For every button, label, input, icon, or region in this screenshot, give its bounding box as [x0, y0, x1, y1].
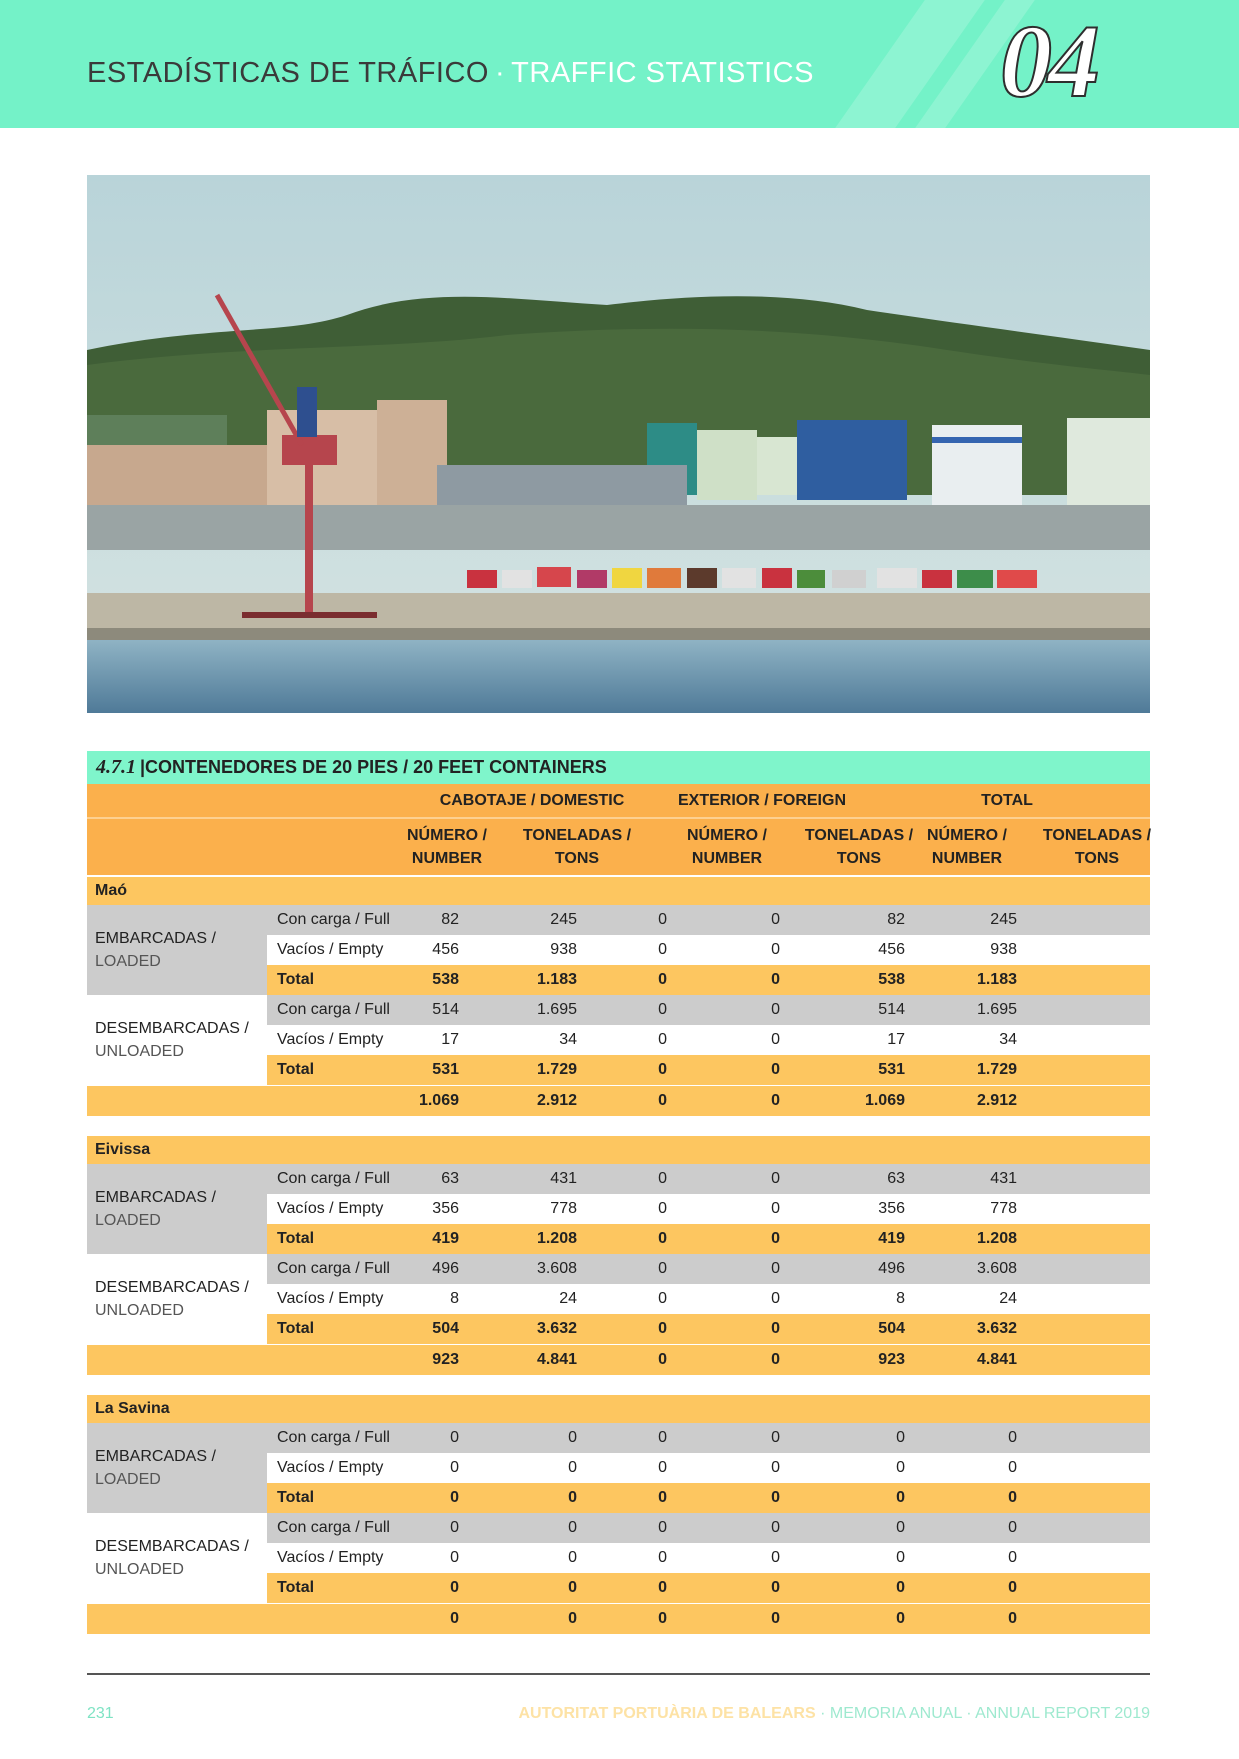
cell-value: 456	[878, 941, 905, 958]
cell-value: 778	[990, 1200, 1017, 1217]
header-banner	[0, 0, 1239, 128]
cell-value: 0	[1008, 1579, 1017, 1596]
cell-value: 245	[990, 911, 1017, 928]
cell-value: 0	[1008, 1429, 1017, 1446]
table-row	[87, 1194, 1150, 1224]
empty-es: Vacíos	[277, 941, 325, 958]
row-label	[277, 1483, 314, 1513]
cell-value: 0	[771, 941, 780, 958]
section-gap	[87, 1375, 1150, 1393]
table-row	[87, 965, 1150, 995]
row-label	[277, 1573, 314, 1603]
cell-value: 0	[450, 1429, 459, 1446]
full-en: Full	[364, 1519, 390, 1536]
table-row	[87, 1483, 1150, 1513]
cell-value: 0	[658, 971, 667, 988]
cell-value: 419	[878, 1230, 905, 1247]
cell-value: 431	[550, 1170, 577, 1187]
cell-value: 356	[432, 1200, 459, 1217]
sep: /	[350, 1519, 365, 1536]
cell-value: 0	[658, 941, 667, 958]
cell-value: 0	[568, 1489, 577, 1506]
cell-value: 0	[658, 1290, 667, 1307]
cell-value: 0	[1008, 1610, 1017, 1627]
containers-table	[87, 751, 1150, 1634]
cell-value: 0	[771, 1200, 780, 1217]
cell-value: 1.695	[976, 1001, 1017, 1018]
cell-value: 0	[896, 1459, 905, 1476]
cell-value: 0	[896, 1610, 905, 1627]
cell-value: 0	[771, 1610, 780, 1627]
row-label	[277, 965, 314, 995]
cell-value: 0	[771, 1489, 780, 1506]
cell-value: 0	[658, 1200, 667, 1217]
section-unloaded	[87, 995, 1150, 1085]
cell-value: 17	[887, 1031, 905, 1048]
cell-value: 245	[550, 911, 577, 928]
cell-value: 1.208	[976, 1230, 1017, 1247]
row-label	[277, 1055, 314, 1085]
unloaded-label-en: UNLOADED	[95, 1302, 184, 1319]
col-domestic-tons	[502, 824, 652, 870]
unloaded-label-es: DESEMBARCADAS /	[95, 1279, 249, 1296]
col-total-tons	[1022, 824, 1172, 870]
cell-value: 514	[878, 1001, 905, 1018]
cell-value: 2.912	[536, 1092, 577, 1109]
table-row	[87, 1453, 1150, 1483]
cell-value: 3.632	[536, 1320, 577, 1337]
cell-value: 0	[896, 1519, 905, 1536]
cell-value: 0	[658, 1351, 667, 1368]
col-tons-line2: TONS	[1074, 850, 1120, 867]
cell-value: 456	[432, 941, 459, 958]
cell-value: 0	[658, 1519, 667, 1536]
cell-value: 0	[568, 1519, 577, 1536]
cell-value: 17	[441, 1031, 459, 1048]
cell-value: 356	[878, 1200, 905, 1217]
empty-es: Vacíos	[277, 1200, 325, 1217]
row-label	[277, 1224, 314, 1254]
sep: /	[350, 1170, 365, 1187]
cell-value: 1.069	[418, 1092, 459, 1109]
port-header: Maó	[87, 875, 1150, 905]
direction-label	[95, 1445, 216, 1491]
direction-label	[95, 927, 216, 973]
cell-value: 0	[450, 1519, 459, 1536]
loaded-label-es: EMBARCADAS /	[95, 930, 216, 947]
cell-value: 0	[771, 1459, 780, 1476]
cell-value: 0	[896, 1549, 905, 1566]
cell-value: 0	[450, 1489, 459, 1506]
cell-value: 0	[771, 971, 780, 988]
cell-value: 0	[658, 1170, 667, 1187]
col-tons-line1: TONELADAS /	[1042, 827, 1152, 844]
section-title-en: TRAFFIC STATISTICS	[511, 57, 814, 89]
cell-value: 24	[559, 1290, 577, 1307]
sep: /	[350, 1429, 365, 1446]
ports-container	[87, 875, 1150, 1634]
cell-value: 0	[771, 1549, 780, 1566]
empty-en: Empty	[338, 1290, 384, 1307]
cell-value: 0	[771, 911, 780, 928]
cell-value: 0	[568, 1610, 577, 1627]
header-groups-row	[87, 784, 1150, 817]
cell-value: 4.841	[536, 1351, 577, 1368]
cell-value: 0	[771, 1092, 780, 1109]
cell-value: 0	[450, 1459, 459, 1476]
loaded-label-en: LOADED	[95, 1212, 161, 1229]
table-title-bar	[87, 751, 1150, 784]
cell-value: 0	[771, 1519, 780, 1536]
cell-value: 0	[658, 1489, 667, 1506]
table-row	[87, 1164, 1150, 1194]
table-number: 4.7.1	[96, 756, 136, 778]
cell-value: 938	[990, 941, 1017, 958]
direction-label	[95, 1017, 249, 1063]
row-label	[277, 1314, 314, 1344]
col-tons-line2: TONS	[554, 850, 600, 867]
loaded-label-es: EMBARCADAS /	[95, 1189, 216, 1206]
chapter-number: 04	[1000, 4, 1096, 119]
cell-value: 496	[878, 1260, 905, 1277]
direction-label	[95, 1276, 249, 1322]
cell-value: 8	[896, 1290, 905, 1307]
cell-value: 0	[1008, 1489, 1017, 1506]
unloaded-label-en: UNLOADED	[95, 1561, 184, 1578]
cell-value: 0	[771, 1170, 780, 1187]
cell-value: 0	[658, 1429, 667, 1446]
table-row	[87, 935, 1150, 965]
cell-value: 0	[450, 1610, 459, 1627]
cell-value: 0	[658, 911, 667, 928]
empty-es: Vacíos	[277, 1031, 325, 1048]
port-total-row	[87, 1085, 1150, 1116]
col-total-number	[912, 824, 1022, 870]
cell-value: 0	[568, 1579, 577, 1596]
cell-value: 0	[771, 1031, 780, 1048]
footer-report-en: ANNUAL REPORT 2019	[975, 1705, 1150, 1722]
cell-value: 0	[771, 1061, 780, 1078]
table-row	[87, 905, 1150, 935]
full-en: Full	[364, 911, 390, 928]
footer-sep: ·	[966, 1705, 972, 1722]
cell-value: 938	[550, 941, 577, 958]
table-row	[87, 1423, 1150, 1453]
cell-value: 538	[432, 971, 459, 988]
cell-value: 0	[658, 1610, 667, 1627]
full-en: Full	[364, 1429, 390, 1446]
port-total-row	[87, 1344, 1150, 1375]
cell-value: 1.729	[536, 1061, 577, 1078]
sep: /	[350, 1001, 365, 1018]
full-es: Con carga	[277, 1170, 351, 1187]
unloaded-label-en: UNLOADED	[95, 1043, 184, 1060]
footer-sep: ·	[820, 1705, 826, 1722]
table-row	[87, 1224, 1150, 1254]
cell-value: 0	[658, 1031, 667, 1048]
sep: /	[324, 941, 339, 958]
empty-es: Vacíos	[277, 1549, 325, 1566]
cell-value: 431	[990, 1170, 1017, 1187]
port-photo	[87, 175, 1150, 713]
loaded-label-en: LOADED	[95, 1471, 161, 1488]
port-header: Eivissa	[87, 1134, 1150, 1164]
cell-value: 0	[658, 1459, 667, 1476]
cell-value: 0	[896, 1429, 905, 1446]
cell-value: 531	[878, 1061, 905, 1078]
group-foreign: EXTERIOR / FOREIGN	[677, 792, 846, 809]
total-label: Total	[277, 1320, 315, 1337]
total-label: Total	[277, 1579, 315, 1596]
footer-org: AUTORITAT PORTUÀRIA DE BALEARS	[518, 1705, 816, 1722]
cell-value: 1.183	[536, 971, 577, 988]
table-title-sep: |	[140, 757, 146, 777]
cell-value: 24	[999, 1290, 1017, 1307]
cell-value: 1.695	[536, 1001, 577, 1018]
col-tons-line2: TONS	[836, 850, 882, 867]
footer-report-es: MEMORIA ANUAL	[829, 1705, 962, 1722]
cell-value: 3.632	[976, 1320, 1017, 1337]
cell-value: 1.069	[864, 1092, 905, 1109]
title-separator: ·	[494, 57, 506, 89]
total-label: Total	[277, 971, 315, 988]
cell-value: 63	[441, 1170, 459, 1187]
cell-value: 538	[878, 971, 905, 988]
total-label: Total	[277, 1489, 315, 1506]
group-domestic: CABOTAJE / DOMESTIC	[439, 792, 625, 809]
total-label: Total	[277, 1230, 315, 1247]
cell-value: 0	[771, 1579, 780, 1596]
direction-label	[95, 1535, 249, 1581]
empty-en: Empty	[338, 1459, 384, 1476]
section-loaded	[87, 1423, 1150, 1513]
cell-value: 0	[1008, 1519, 1017, 1536]
header-columns-row	[87, 817, 1150, 875]
cell-value: 0	[568, 1459, 577, 1476]
cell-value: 0	[771, 1429, 780, 1446]
cell-value: 0	[771, 1290, 780, 1307]
cell-value: 4.841	[976, 1351, 1017, 1368]
unloaded-label-es: DESEMBARCADAS /	[95, 1538, 249, 1555]
full-en: Full	[364, 1170, 390, 1187]
sep: /	[324, 1200, 339, 1217]
cell-value: 778	[550, 1200, 577, 1217]
empty-en: Empty	[338, 1549, 384, 1566]
sep: /	[350, 911, 365, 928]
full-es: Con carga	[277, 1429, 351, 1446]
cell-value: 504	[432, 1320, 459, 1337]
cell-value: 0	[658, 1260, 667, 1277]
full-es: Con carga	[277, 1519, 351, 1536]
cell-value: 0	[771, 1351, 780, 1368]
page-number: 231	[87, 1705, 114, 1722]
col-number-line2: NUMBER	[411, 850, 483, 867]
cell-value: 531	[432, 1061, 459, 1078]
loaded-label-es: EMBARCADAS /	[95, 1448, 216, 1465]
sep: /	[324, 1031, 339, 1048]
cell-value: 0	[1008, 1549, 1017, 1566]
port-total-row	[87, 1603, 1150, 1634]
cell-value: 82	[441, 911, 459, 928]
full-es: Con carga	[277, 911, 351, 928]
cell-value: 63	[887, 1170, 905, 1187]
sep: /	[324, 1459, 339, 1476]
empty-en: Empty	[338, 1031, 384, 1048]
group-total: TOTAL	[981, 792, 1033, 809]
port-header: La Savina	[87, 1393, 1150, 1423]
cell-value: 34	[999, 1031, 1017, 1048]
sep: /	[350, 1260, 365, 1277]
cell-value: 0	[896, 1489, 905, 1506]
section-gap	[87, 1116, 1150, 1134]
cell-value: 0	[658, 1092, 667, 1109]
section-loaded	[87, 1164, 1150, 1254]
cell-value: 1.183	[976, 971, 1017, 988]
cell-value: 0	[1008, 1459, 1017, 1476]
cell-value: 8	[450, 1290, 459, 1307]
cell-value: 34	[559, 1031, 577, 1048]
cell-value: 0	[450, 1579, 459, 1596]
cell-value: 0	[450, 1549, 459, 1566]
cell-value: 3.608	[536, 1260, 577, 1277]
port-photo-illustration	[87, 175, 1150, 713]
cell-value: 1.208	[536, 1230, 577, 1247]
loaded-label-en: LOADED	[95, 953, 161, 970]
col-domestic-number	[392, 824, 502, 870]
cell-value: 0	[771, 1001, 780, 1018]
unloaded-label-es: DESEMBARCADAS /	[95, 1020, 249, 1037]
cell-value: 0	[658, 1001, 667, 1018]
col-number-line2: NUMBER	[931, 850, 1003, 867]
cell-value: 0	[658, 1230, 667, 1247]
direction-label	[95, 1186, 216, 1232]
cell-value: 419	[432, 1230, 459, 1247]
cell-value: 0	[658, 1579, 667, 1596]
col-tons-line1: TONELADAS /	[804, 827, 914, 844]
cell-value: 0	[771, 1320, 780, 1337]
cell-value: 3.608	[976, 1260, 1017, 1277]
cell-value: 2.912	[976, 1092, 1017, 1109]
section-unloaded	[87, 1513, 1150, 1603]
cell-value: 923	[878, 1351, 905, 1368]
cell-value: 1.729	[976, 1061, 1017, 1078]
full-en: Full	[364, 1001, 390, 1018]
full-en: Full	[364, 1260, 390, 1277]
sep: /	[324, 1290, 339, 1307]
full-es: Con carga	[277, 1001, 351, 1018]
cell-value: 0	[568, 1549, 577, 1566]
section-unloaded	[87, 1254, 1150, 1344]
section-title	[87, 57, 814, 90]
footer-divider	[87, 1673, 1150, 1675]
footer-text	[518, 1705, 1150, 1723]
cell-value: 0	[896, 1579, 905, 1596]
cell-value: 496	[432, 1260, 459, 1277]
cell-value: 0	[568, 1429, 577, 1446]
col-number-line1: NÚMERO /	[927, 827, 1007, 844]
full-es: Con carga	[277, 1260, 351, 1277]
section-loaded	[87, 905, 1150, 995]
empty-es: Vacíos	[277, 1459, 325, 1476]
sep: /	[324, 1549, 339, 1566]
cell-value: 0	[658, 1061, 667, 1078]
cell-value: 923	[432, 1351, 459, 1368]
section-title-es: ESTADÍSTICAS DE TRÁFICO	[87, 57, 489, 89]
cell-value: 0	[658, 1320, 667, 1337]
col-number-line2: NUMBER	[691, 850, 763, 867]
empty-en: Empty	[338, 1200, 384, 1217]
cell-value: 514	[432, 1001, 459, 1018]
col-tons-line1: TONELADAS /	[522, 827, 632, 844]
total-label: Total	[277, 1061, 315, 1078]
empty-en: Empty	[338, 941, 384, 958]
cell-value: 0	[771, 1230, 780, 1247]
col-number-line1: NÚMERO /	[687, 827, 767, 844]
cell-value: 504	[878, 1320, 905, 1337]
empty-es: Vacíos	[277, 1290, 325, 1307]
cell-value: 0	[771, 1260, 780, 1277]
col-foreign-number	[672, 824, 782, 870]
cell-value: 82	[887, 911, 905, 928]
table-title: CONTENEDORES DE 20 PIES / 20 FEET CONTAINERS	[145, 757, 607, 777]
col-number-line1: NÚMERO /	[407, 827, 487, 844]
cell-value: 0	[658, 1549, 667, 1566]
